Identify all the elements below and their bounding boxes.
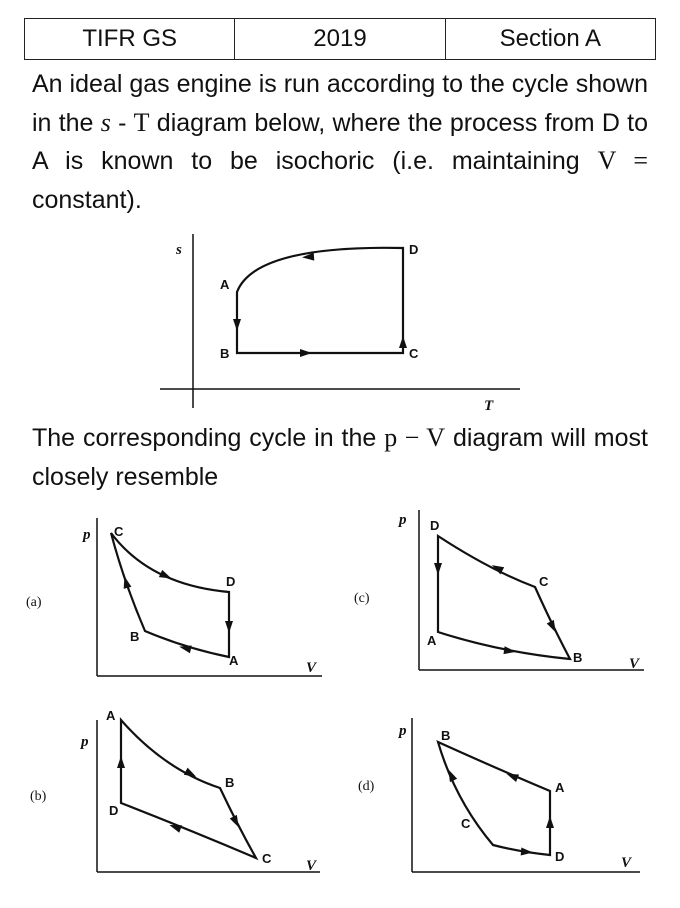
option-b-diagram bbox=[30, 708, 320, 874]
arrow-A-to-B bbox=[233, 319, 241, 331]
option-b-point-B: B bbox=[225, 775, 235, 790]
question-intro-b: diagram below, where the process from D to A is known to be isochoric (i.e. maintaining bbox=[32, 108, 648, 175]
header-exam: TIFR GS bbox=[25, 19, 235, 59]
arrow-C-to-D bbox=[399, 336, 407, 348]
header-year: 2019 bbox=[235, 19, 445, 59]
option-d-label: (d) bbox=[358, 779, 375, 794]
st-point-C: C bbox=[409, 346, 419, 361]
arrow bbox=[225, 621, 233, 633]
st-y-label: s bbox=[176, 242, 182, 258]
option-b-y-label: p bbox=[81, 734, 89, 750]
arrow bbox=[117, 756, 125, 768]
option-d-y-label: p bbox=[399, 723, 407, 739]
option-a-label: (a) bbox=[26, 595, 42, 610]
option-d-point-C: C bbox=[461, 816, 471, 831]
option-b-point-A: A bbox=[106, 708, 116, 723]
option-a-point-A: A bbox=[229, 653, 239, 668]
arrow bbox=[546, 816, 554, 828]
arrow bbox=[159, 570, 173, 582]
option-a-point-D: D bbox=[226, 574, 236, 589]
st-point-D: D bbox=[409, 242, 419, 257]
question-intro-c: constant). bbox=[32, 185, 142, 214]
option-a-cycle-path bbox=[111, 533, 229, 657]
option-d-point-A: A bbox=[555, 780, 565, 795]
option-d-x-label: V bbox=[621, 855, 632, 871]
symbol-s: s bbox=[100, 107, 111, 137]
option-d-diagram bbox=[358, 718, 640, 872]
option-c-cycle-path bbox=[438, 536, 570, 659]
option-a-point-B: B bbox=[130, 629, 140, 644]
option-b-point-C: C bbox=[262, 851, 272, 866]
option-b-label: (b) bbox=[30, 789, 47, 804]
option-c-point-D: D bbox=[430, 518, 440, 533]
st-cycle-path bbox=[237, 248, 403, 353]
option-b-point-D: D bbox=[109, 803, 119, 818]
option-c-diagram bbox=[354, 510, 644, 672]
symbol-T: T bbox=[133, 107, 150, 137]
option-a-point-C: C bbox=[114, 524, 124, 539]
option-b-cycle-path bbox=[121, 720, 256, 858]
option-b-x-label: V bbox=[306, 858, 317, 874]
option-c-label: (c) bbox=[354, 591, 370, 606]
option-c-x-label: V bbox=[629, 656, 640, 672]
arrow bbox=[434, 563, 442, 575]
option-c-point-C: C bbox=[539, 574, 549, 589]
st-point-B: B bbox=[220, 346, 230, 361]
option-a-x-label: V bbox=[306, 660, 317, 676]
option-a-diagram bbox=[26, 518, 322, 676]
arrow bbox=[121, 575, 132, 589]
math-pV: p − V bbox=[384, 423, 446, 452]
st-diagram bbox=[160, 234, 520, 414]
st-x-label: T bbox=[484, 398, 494, 414]
option-c-point-A: A bbox=[427, 633, 437, 648]
option-d-cycle-path bbox=[438, 742, 550, 855]
option-c-y-label: p bbox=[399, 512, 407, 528]
option-a-y-label: p bbox=[83, 527, 91, 543]
arrow bbox=[521, 847, 534, 856]
math-V: V = bbox=[597, 146, 648, 175]
question-intro-a: An ideal gas engine is run according to the cycle shown in the bbox=[32, 70, 648, 137]
prompt-a: The corresponding cycle in the bbox=[32, 424, 385, 452]
option-c-point-B: B bbox=[573, 650, 583, 665]
st-point-A: A bbox=[220, 277, 230, 292]
prompt-b: diagram will most closely resemble bbox=[32, 424, 648, 491]
option-d-point-B: B bbox=[441, 728, 451, 743]
option-d-point-D: D bbox=[555, 849, 565, 864]
arrow-B-to-C bbox=[300, 349, 312, 357]
symbol-dash: - bbox=[110, 108, 134, 137]
header-section: Section A bbox=[499, 25, 602, 52]
